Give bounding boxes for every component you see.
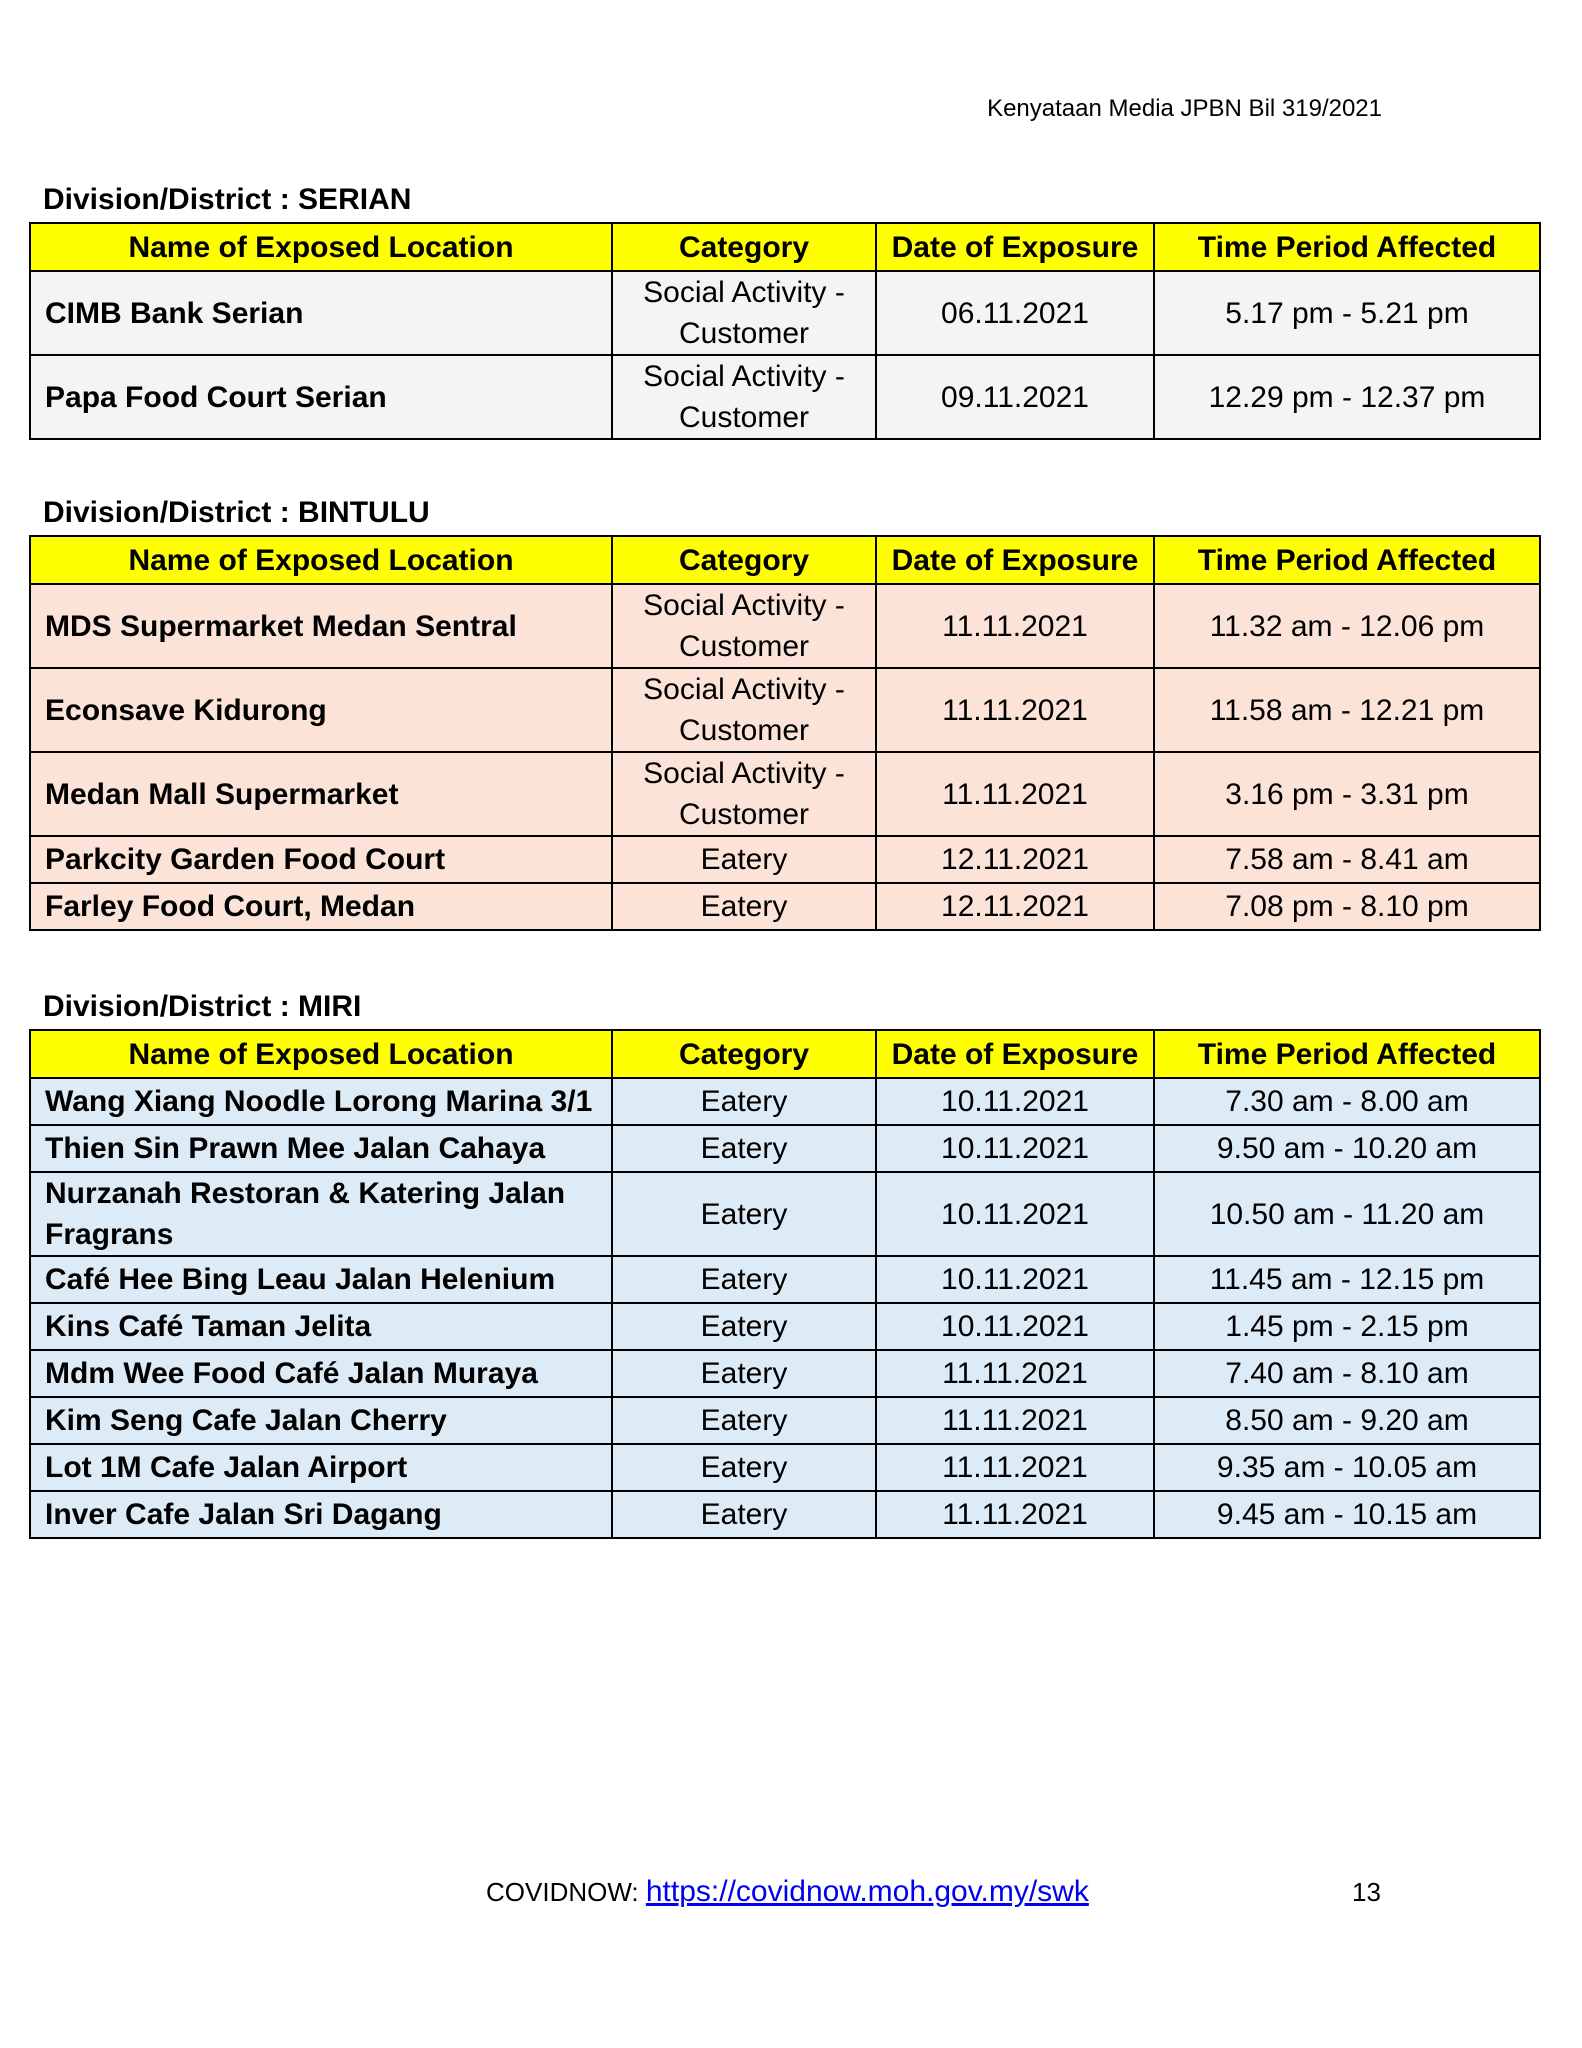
exposure-table-miri [29,1029,1541,1539]
table-row [30,1303,1540,1350]
table-row [30,1444,1540,1491]
table-row [30,836,1540,883]
location-cell: Econsave Kidurong [30,668,612,752]
footer [486,1875,1089,1909]
footer-prefix: COVIDNOW: [486,1877,639,1907]
column-header-category: Category [612,1030,876,1078]
category-cell [612,752,876,836]
time-cell: 7.58 am - 8.41 am [1154,836,1540,883]
category-line: Customer [678,401,810,434]
location-cell: Kins Café Taman Jelita [30,1303,612,1350]
date-cell: 11.11.2021 [876,584,1154,668]
table-row [30,1350,1540,1397]
column-header-category: Category [612,223,876,271]
category-line: Customer [678,630,810,663]
location-line: Fragrans [45,1218,174,1251]
date-cell: 11.11.2021 [876,1444,1154,1491]
district-label-miri: Division/District : MIRI [43,990,362,1023]
time-cell: 11.32 am - 12.06 pm [1154,584,1540,668]
time-cell: 7.08 pm - 8.10 pm [1154,883,1540,930]
table-header-row [30,1030,1540,1078]
covidnow-link[interactable]: https://covidnow.moh.gov.my/swk [645,1875,1089,1908]
exposure-table-bintulu [29,535,1541,931]
time-cell: 1.45 pm - 2.15 pm [1154,1303,1540,1350]
location-cell: Wang Xiang Noodle Lorong Marina 3/1 [30,1078,612,1125]
media-statement-reference: Kenyataan Media JPBN Bil 319/2021 [987,95,1382,122]
column-header-category: Category [612,536,876,584]
table-row [30,1491,1540,1538]
time-cell: 10.50 am - 11.20 am [1154,1172,1540,1256]
time-cell: 11.58 am - 12.21 pm [1154,668,1540,752]
category-line: Social Activity - [643,276,845,309]
table-row [30,752,1540,836]
date-cell: 10.11.2021 [876,1256,1154,1303]
category-cell: Eatery [612,836,876,883]
time-cell: 8.50 am - 9.20 am [1154,1397,1540,1444]
location-cell: Lot 1M Cafe Jalan Airport [30,1444,612,1491]
date-cell: 10.11.2021 [876,1125,1154,1172]
time-cell: 9.50 am - 10.20 am [1154,1125,1540,1172]
category-cell [612,668,876,752]
category-line: Customer [678,798,810,831]
date-cell: 11.11.2021 [876,1491,1154,1538]
table-row [30,1125,1540,1172]
table-row [30,1397,1540,1444]
column-header-date: Date of Exposure [876,1030,1154,1078]
category-cell: Eatery [612,1078,876,1125]
table-row [30,1172,1540,1256]
location-cell: MDS Supermarket Medan Sentral [30,584,612,668]
category-cell [612,355,876,439]
location-line: Nurzanah Restoran & Katering Jalan [45,1177,566,1210]
location-cell: Kim Seng Cafe Jalan Cherry [30,1397,612,1444]
table-row [30,1078,1540,1125]
location-cell: Farley Food Court, Medan [30,883,612,930]
location-cell: CIMB Bank Serian [30,271,612,355]
table-row [30,271,1540,355]
date-cell: 12.11.2021 [876,883,1154,930]
category-cell: Eatery [612,1491,876,1538]
category-cell: Eatery [612,883,876,930]
district-label-serian: Division/District : SERIAN [43,183,412,216]
column-header-time: Time Period Affected [1154,223,1540,271]
location-cell: Parkcity Garden Food Court [30,836,612,883]
time-cell: 7.30 am - 8.00 am [1154,1078,1540,1125]
category-cell: Eatery [612,1444,876,1491]
time-cell: 11.45 am - 12.15 pm [1154,1256,1540,1303]
date-cell: 11.11.2021 [876,752,1154,836]
location-cell: Mdm Wee Food Café Jalan Muraya [30,1350,612,1397]
date-cell: 10.11.2021 [876,1303,1154,1350]
category-line: Social Activity - [643,673,845,706]
category-line: Social Activity - [643,589,845,622]
time-cell: 3.16 pm - 3.31 pm [1154,752,1540,836]
column-header-location: Name of Exposed Location [30,536,612,584]
date-cell: 06.11.2021 [876,271,1154,355]
date-cell: 11.11.2021 [876,1397,1154,1444]
section-bintulu [29,491,1539,931]
time-cell: 7.40 am - 8.10 am [1154,1350,1540,1397]
category-line: Social Activity - [643,757,845,790]
category-cell: Eatery [612,1350,876,1397]
category-cell: Eatery [612,1172,876,1256]
table-header-row [30,223,1540,271]
category-cell [612,584,876,668]
column-header-time: Time Period Affected [1154,536,1540,584]
date-cell: 12.11.2021 [876,836,1154,883]
location-cell: Thien Sin Prawn Mee Jalan Cahaya [30,1125,612,1172]
column-header-time: Time Period Affected [1154,1030,1540,1078]
time-cell: 12.29 pm - 12.37 pm [1154,355,1540,439]
column-header-location: Name of Exposed Location [30,223,612,271]
category-cell: Eatery [612,1397,876,1444]
category-cell: Eatery [612,1256,876,1303]
time-cell: 9.45 am - 10.15 am [1154,1491,1540,1538]
date-cell: 09.11.2021 [876,355,1154,439]
category-cell: Eatery [612,1125,876,1172]
table-row [30,668,1540,752]
exposure-table-serian [29,222,1541,440]
date-cell: 10.11.2021 [876,1172,1154,1256]
table-row [30,355,1540,439]
table-row [30,1256,1540,1303]
location-cell: Medan Mall Supermarket [30,752,612,836]
column-header-date: Date of Exposure [876,223,1154,271]
location-cell [30,1172,612,1256]
category-cell: Eatery [612,1303,876,1350]
table-row [30,883,1540,930]
time-cell: 9.35 am - 10.05 am [1154,1444,1540,1491]
category-line: Customer [678,714,810,747]
table-header-row [30,536,1540,584]
page-number: 13 [1352,1877,1381,1907]
section-miri [29,985,1539,1539]
time-cell: 5.17 pm - 5.21 pm [1154,271,1540,355]
table-row [30,584,1540,668]
section-serian [29,178,1539,440]
district-label-bintulu: Division/District : BINTULU [43,496,430,529]
location-cell: Papa Food Court Serian [30,355,612,439]
date-cell: 11.11.2021 [876,668,1154,752]
location-cell: Inver Cafe Jalan Sri Dagang [30,1491,612,1538]
location-cell: Café Hee Bing Leau Jalan Helenium [30,1256,612,1303]
date-cell: 11.11.2021 [876,1350,1154,1397]
category-line: Customer [678,317,810,350]
date-cell: 10.11.2021 [876,1078,1154,1125]
category-cell [612,271,876,355]
category-line: Social Activity - [643,360,845,393]
column-header-date: Date of Exposure [876,536,1154,584]
column-header-location: Name of Exposed Location [30,1030,612,1078]
